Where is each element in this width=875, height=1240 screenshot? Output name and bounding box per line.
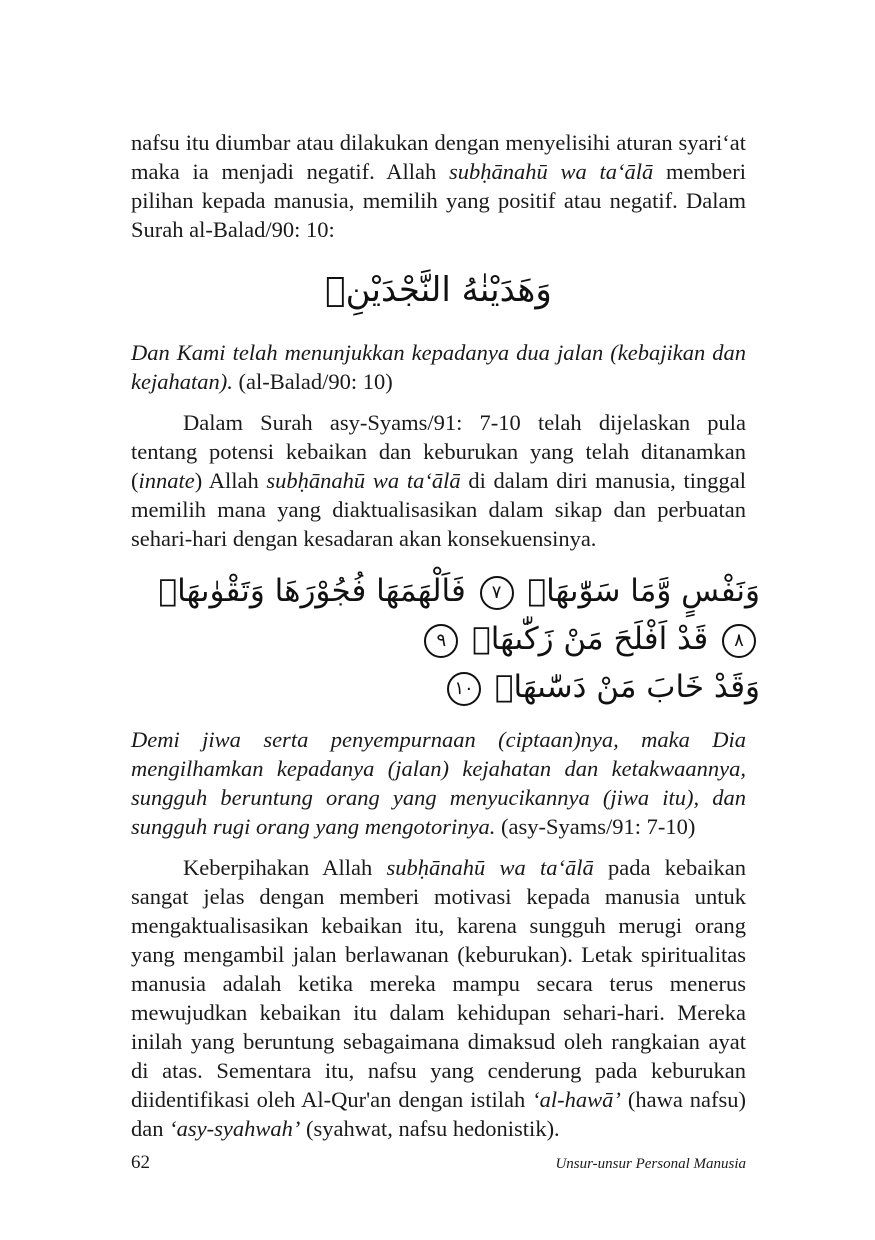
verse-10: وَقَدْ خَابَ مَنْ دَسّٰىهَاۗ <box>494 669 760 705</box>
text-run: di dalam diri manusia, tinggal memilih mana yang diaktualisasikan dalam sikap dan perbuatan sehari-hari dengan kesadaran akan konsekuensinya. <box>131 468 746 551</box>
verse-reference: (al-Balad/90: 10) <box>232 369 393 394</box>
verse-9: قَدْ اَفْلَحَ مَنْ زَكّٰىهَاۖ <box>472 621 709 657</box>
translation-text: Demi jiwa serta penyempurnaan (ciptaan)nya, maka Dia mengilhamkan kepadanya (jalan) kejahatan dan ketakwaannya, sungguh beruntung orang yang menyucikannya (jiwa itu), dan sungguh rugi orang yang mengotorinya. <box>131 727 746 839</box>
paragraph-1 <box>131 128 746 244</box>
arabic-verses-syams-7-10 <box>117 567 760 711</box>
translation-text: Dan Kami telah menunjukkan kepadanya dua jalan (kebajikan dan kejahatan). <box>131 340 746 394</box>
ayah-number-7: ٧ <box>480 576 514 610</box>
page-body <box>131 128 760 1143</box>
italic-run: innate <box>138 468 195 493</box>
page-number: 62 <box>131 1152 150 1173</box>
arabic-verse-line-1 <box>117 567 760 663</box>
arabic-verse-balad-10: وَهَدَيْنٰهُ النَّجْدَيْنِۙ <box>325 270 552 310</box>
text-run: nafsu itu diumbar atau dilakukan dengan menyelisihi aturan syari‘at maka ia menjadi negatif. Allah <box>131 130 746 184</box>
translation-1 <box>131 338 746 396</box>
running-title: Unsur-unsur Personal Manusia <box>555 1156 746 1172</box>
text-run: (syahwat, nafsu hedonistik). <box>300 1116 560 1141</box>
paragraph-3 <box>131 853 746 1143</box>
page-footer <box>131 1152 746 1174</box>
text-run: ) Allah <box>194 468 267 493</box>
translation-2 <box>131 725 746 841</box>
ayah-number-8: ٨ <box>722 624 756 658</box>
text-run: memberi pilihan kepada manusia, memilih yang positif atau negatif. Dalam Surah al-Balad/90: 10: <box>131 159 746 242</box>
ayah-number-10: ١٠ <box>447 672 481 706</box>
paragraph-2 <box>131 408 746 553</box>
italic-run: subḥānahū wa ta‘ālā <box>386 855 594 880</box>
ayah-number-9: ٩ <box>424 624 458 658</box>
verse-7: وَنَفْسٍ وَّمَا سَوّٰىهَاۖ <box>527 573 760 609</box>
arabic-verse-line-2 <box>117 663 760 711</box>
italic-run: subḥānahū wa ta‘ālā <box>266 468 461 493</box>
text-run: Dalam Surah asy-Syams/91: 7-10 telah dijelaskan pula tentang potensi kebaikan dan keburukan yang telah ditanamkan ( <box>131 410 746 493</box>
text-run: Keberpihakan Allah <box>183 855 387 880</box>
verse-8: فَاَلْهَمَهَا فُجُوْرَهَا وَتَقْوٰىهَاۖ <box>158 573 466 609</box>
italic-run: ‘al-hawā’ <box>532 1087 621 1112</box>
text-run: (hawa nafsu) dan <box>131 1087 746 1141</box>
italic-run: ‘asy-syahwah’ <box>169 1116 301 1141</box>
text-run: pada kebaikan sangat jelas dengan memberi motivasi kepada manusia untuk mengaktualisasikan kebaikan itu, karena sungguh merugi orang yang mengambil jalan berlawanan (keburukan). Letak spiritualitas manusia adalah ketika mereka mampu secara terus menerus mewujudkan kebaikan itu dalam kehidupan sehari-hari. Mereka inilah yang beruntung sebagaimana dimaksud oleh rangkaian ayat di atas. Sementara itu, nafsu yang cenderung pada keburukan diidentifikasi oleh Al-Qur'an dengan istilah <box>131 855 747 1112</box>
italic-run: subḥānahū wa ta‘ālā <box>449 159 654 184</box>
verse-reference: (asy-Syams/91: 7-10) <box>495 814 696 839</box>
